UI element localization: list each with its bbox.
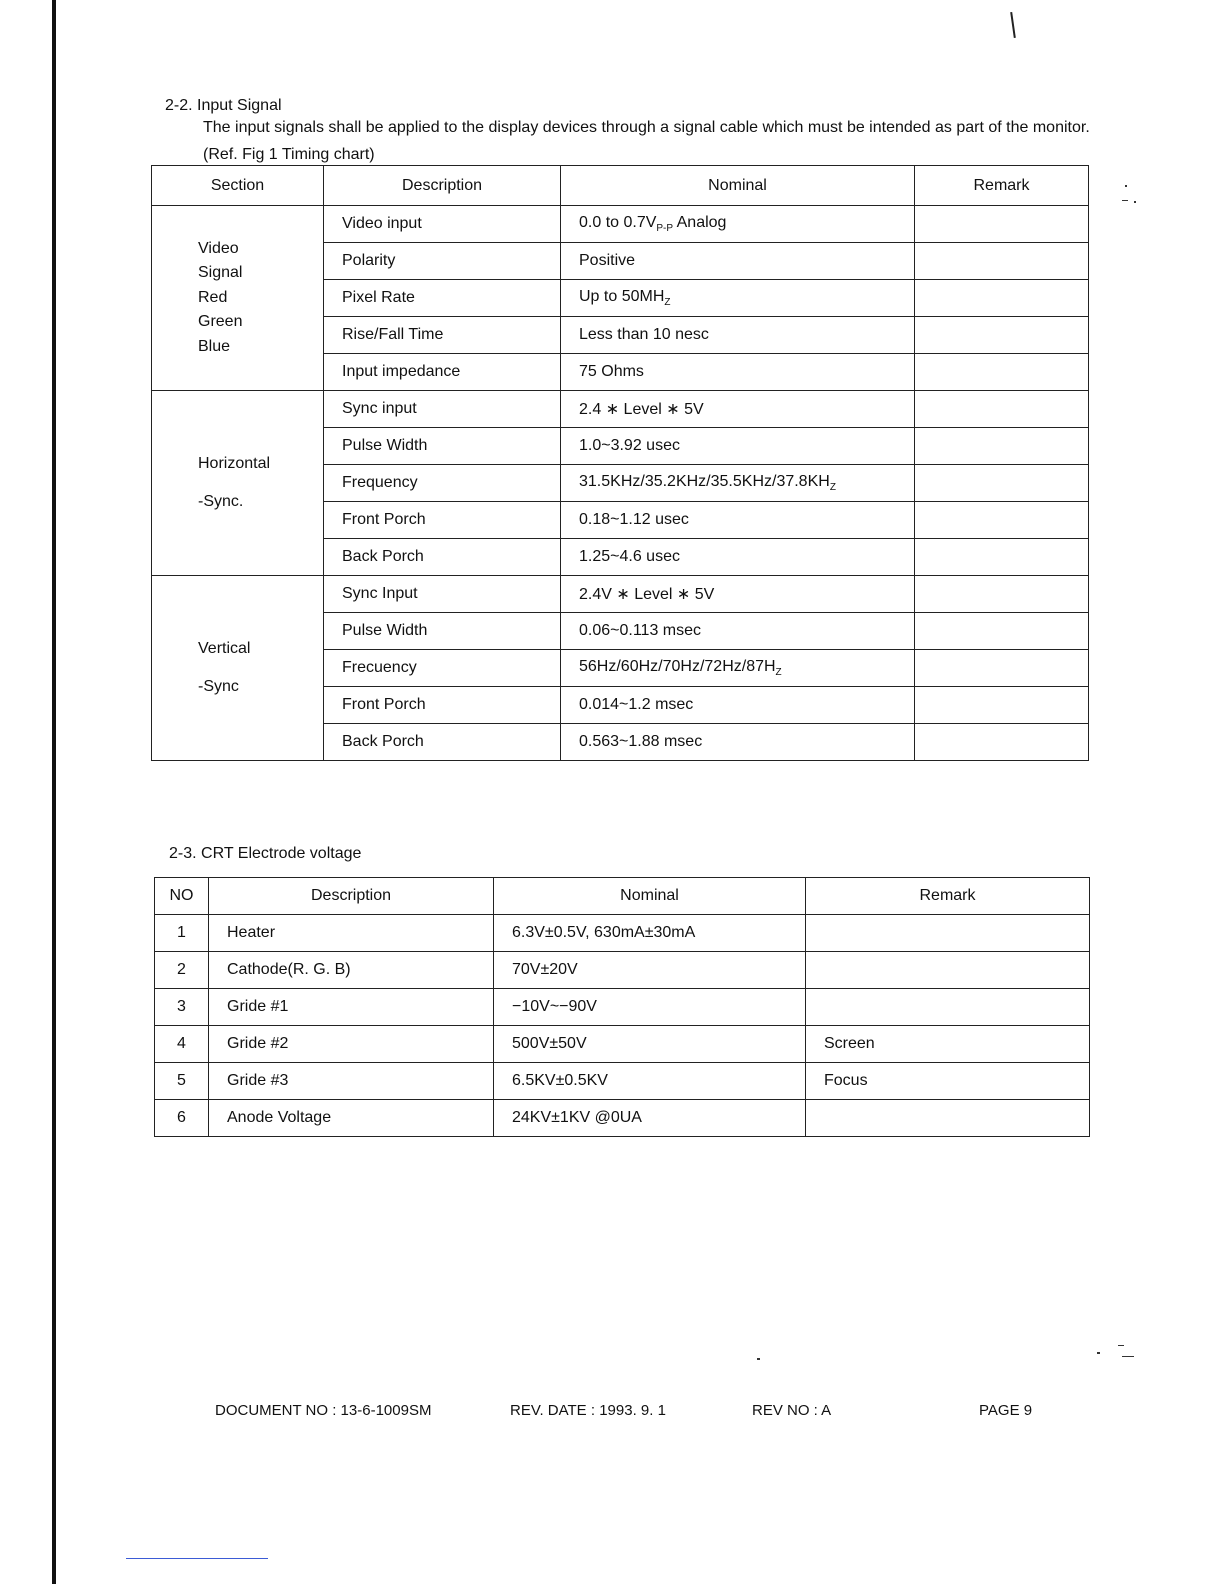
nominal-value: 0.014~1.2 msec (579, 696, 694, 713)
remark-cell (915, 280, 1089, 317)
row-number-cell: 3 (155, 989, 209, 1026)
nominal-cell: 6.5KV±0.5KV (494, 1063, 806, 1100)
table-row (152, 206, 1089, 243)
column-header-nominal: Nominal (561, 166, 915, 206)
remark-cell (915, 206, 1089, 243)
crt-voltage-table (154, 877, 1090, 1137)
footer-document-no: DOCUMENT NO : 13-6-1009SM (215, 1402, 432, 1419)
scan-speck (1118, 1345, 1124, 1346)
scan-speck (1125, 185, 1127, 187)
description-cell: Pulse Width (324, 428, 561, 465)
column-header-description: Description (324, 166, 561, 206)
remark-cell (806, 1100, 1090, 1137)
remark-cell (915, 354, 1089, 391)
section-label-line: Red (198, 288, 228, 306)
remark-cell (915, 539, 1089, 576)
line-gap (198, 661, 323, 675)
column-header-section: Section (152, 166, 324, 206)
row-number-cell: 1 (155, 915, 209, 952)
section-cell (152, 206, 324, 391)
section-label-line: Blue (198, 337, 231, 355)
nominal-value: 0.18~1.12 usec (579, 511, 689, 528)
section-cell (152, 576, 324, 761)
nominal-cell (561, 539, 915, 576)
nominal-value: Positive (579, 252, 636, 269)
table-row (155, 1100, 1090, 1137)
section-label-line: Vertical (198, 639, 251, 657)
remark-cell (915, 576, 1089, 613)
input-signal-reference: (Ref. Fig 1 Timing chart) (203, 146, 375, 163)
remark-cell (806, 915, 1090, 952)
input-signal-description: The input signals shall be applied to the display devices through a signal cable which must be intended as part of the monitor. (203, 119, 1090, 136)
remark-cell (915, 502, 1089, 539)
footer-rev-no: REV NO : A (752, 1402, 832, 1419)
column-header-remark: Remark (806, 878, 1090, 915)
remark-cell (915, 428, 1089, 465)
description-cell: Heater (209, 915, 494, 952)
nominal-subscript: Z (775, 667, 782, 679)
nominal-value: 0.0 to 0.7V (579, 213, 657, 231)
description-cell: Front Porch (324, 502, 561, 539)
description-cell: Gride #3 (209, 1063, 494, 1100)
description-cell: Back Porch (324, 724, 561, 761)
input-signal-heading: 2-2. Input Signal (165, 97, 282, 114)
table-row (155, 1063, 1090, 1100)
remark-cell (915, 243, 1089, 280)
table-row (155, 915, 1090, 952)
description-cell: Gride #1 (209, 989, 494, 1026)
left-margin-rule (52, 0, 56, 1584)
scan-speck (757, 1358, 760, 1360)
section-label-line: Video (198, 239, 239, 257)
nominal-cell (561, 428, 915, 465)
description-cell: Frecuency (324, 650, 561, 687)
remark-cell (915, 465, 1089, 502)
nominal-value: 0.06~0.113 msec (579, 622, 702, 639)
row-number-cell: 6 (155, 1100, 209, 1137)
remark-cell: Focus (806, 1063, 1090, 1100)
nominal-value: Up to 50MH (579, 287, 665, 305)
description-cell: Polarity (324, 243, 561, 280)
section-label-line: Green (198, 313, 243, 331)
footer-rev-date: REV. DATE : 1993. 9. 1 (510, 1402, 666, 1419)
row-number-cell: 4 (155, 1026, 209, 1063)
scan-speck (1097, 1352, 1100, 1354)
section-label-line: Signal (198, 264, 243, 282)
nominal-value: Less than 10 nesc (579, 326, 709, 343)
nominal-cell (561, 391, 915, 428)
table-row (152, 391, 1089, 428)
nominal-cell: 24KV±1KV @0UA (494, 1100, 806, 1137)
row-number-cell: 2 (155, 952, 209, 989)
section-label-line: Horizontal (198, 454, 271, 472)
nominal-cell (561, 650, 915, 687)
nominal-cell (561, 206, 915, 243)
remark-cell (915, 391, 1089, 428)
crt-voltage-heading: 2-3. CRT Electrode voltage (169, 845, 362, 862)
nominal-subscript: Z (829, 482, 836, 494)
table-row (152, 576, 1089, 613)
column-header-nominal: Nominal (494, 878, 806, 915)
nominal-subscript: Z (664, 297, 671, 309)
nominal-suffix: Analog (673, 213, 727, 231)
input-signal-table (151, 165, 1089, 761)
remark-cell (915, 317, 1089, 354)
nominal-cell: 500V±50V (494, 1026, 806, 1063)
description-cell: Gride #2 (209, 1026, 494, 1063)
description-cell: Front Porch (324, 687, 561, 724)
remark-cell: Screen (806, 1026, 1090, 1063)
nominal-cell (561, 502, 915, 539)
scan-speck (1122, 1356, 1134, 1357)
nominal-cell (561, 280, 915, 317)
table-header-row (152, 166, 1089, 206)
nominal-value: 2.4V ∗ Level ∗ 5V (579, 586, 715, 603)
nominal-value: 2.4 ∗ Level ∗ 5V (579, 401, 704, 418)
crt-voltage-rows (155, 915, 1090, 1137)
remark-cell (806, 989, 1090, 1026)
row-number-cell: 5 (155, 1063, 209, 1100)
nominal-subscript: P-P (656, 223, 674, 235)
remark-cell (915, 650, 1089, 687)
description-cell: Pulse Width (324, 613, 561, 650)
nominal-cell (561, 317, 915, 354)
column-header-description: Description (209, 878, 494, 915)
table-header-row (155, 878, 1090, 915)
section-label-line: -Sync. (198, 493, 244, 510)
nominal-cell (561, 613, 915, 650)
nominal-value: 1.25~4.6 usec (579, 548, 680, 565)
footer-page-number: PAGE 9 (979, 1402, 1033, 1419)
scan-speck (1122, 200, 1128, 201)
description-cell: Anode Voltage (209, 1100, 494, 1137)
nominal-cell (561, 576, 915, 613)
description-cell: Input impedance (324, 354, 561, 391)
nominal-cell (561, 243, 915, 280)
description-cell: Frequency (324, 465, 561, 502)
nominal-value: 56Hz/60Hz/70Hz/72Hz/87H (579, 657, 776, 675)
description-cell: Sync Input (324, 576, 561, 613)
nominal-cell (561, 724, 915, 761)
nominal-cell (561, 687, 915, 724)
remark-cell (915, 724, 1089, 761)
description-cell: Cathode(R. G. B) (209, 952, 494, 989)
description-cell: Pixel Rate (324, 280, 561, 317)
description-cell: Sync input (324, 391, 561, 428)
bottom-underline (126, 1558, 268, 1559)
table-row (155, 989, 1090, 1026)
column-header-remark: Remark (915, 166, 1089, 206)
nominal-cell: 6.3V±0.5V, 630mA±30mA (494, 915, 806, 952)
scan-speck (1134, 201, 1136, 203)
description-cell: Video input (324, 206, 561, 243)
table-row (155, 952, 1090, 989)
nominal-cell (561, 354, 915, 391)
nominal-value: 1.0~3.92 usec (579, 437, 680, 454)
remark-cell (915, 613, 1089, 650)
scan-mark (1010, 12, 1016, 38)
description-cell: Back Porch (324, 539, 561, 576)
nominal-value: 31.5KHz/35.2KHz/35.5KHz/37.8KH (579, 472, 830, 490)
description-cell: Rise/Fall Time (324, 317, 561, 354)
nominal-value: 0.563~1.88 msec (579, 733, 703, 750)
column-header-no: NO (155, 878, 209, 915)
input-signal-rows (152, 206, 1089, 761)
section-label-line: -Sync (198, 678, 239, 695)
section-cell (152, 391, 324, 576)
line-gap (198, 476, 323, 490)
nominal-value: 75 Ohms (579, 363, 644, 380)
nominal-cell: −10V~−90V (494, 989, 806, 1026)
remark-cell (915, 687, 1089, 724)
nominal-cell (561, 465, 915, 502)
nominal-cell: 70V±20V (494, 952, 806, 989)
remark-cell (806, 952, 1090, 989)
table-row (155, 1026, 1090, 1063)
